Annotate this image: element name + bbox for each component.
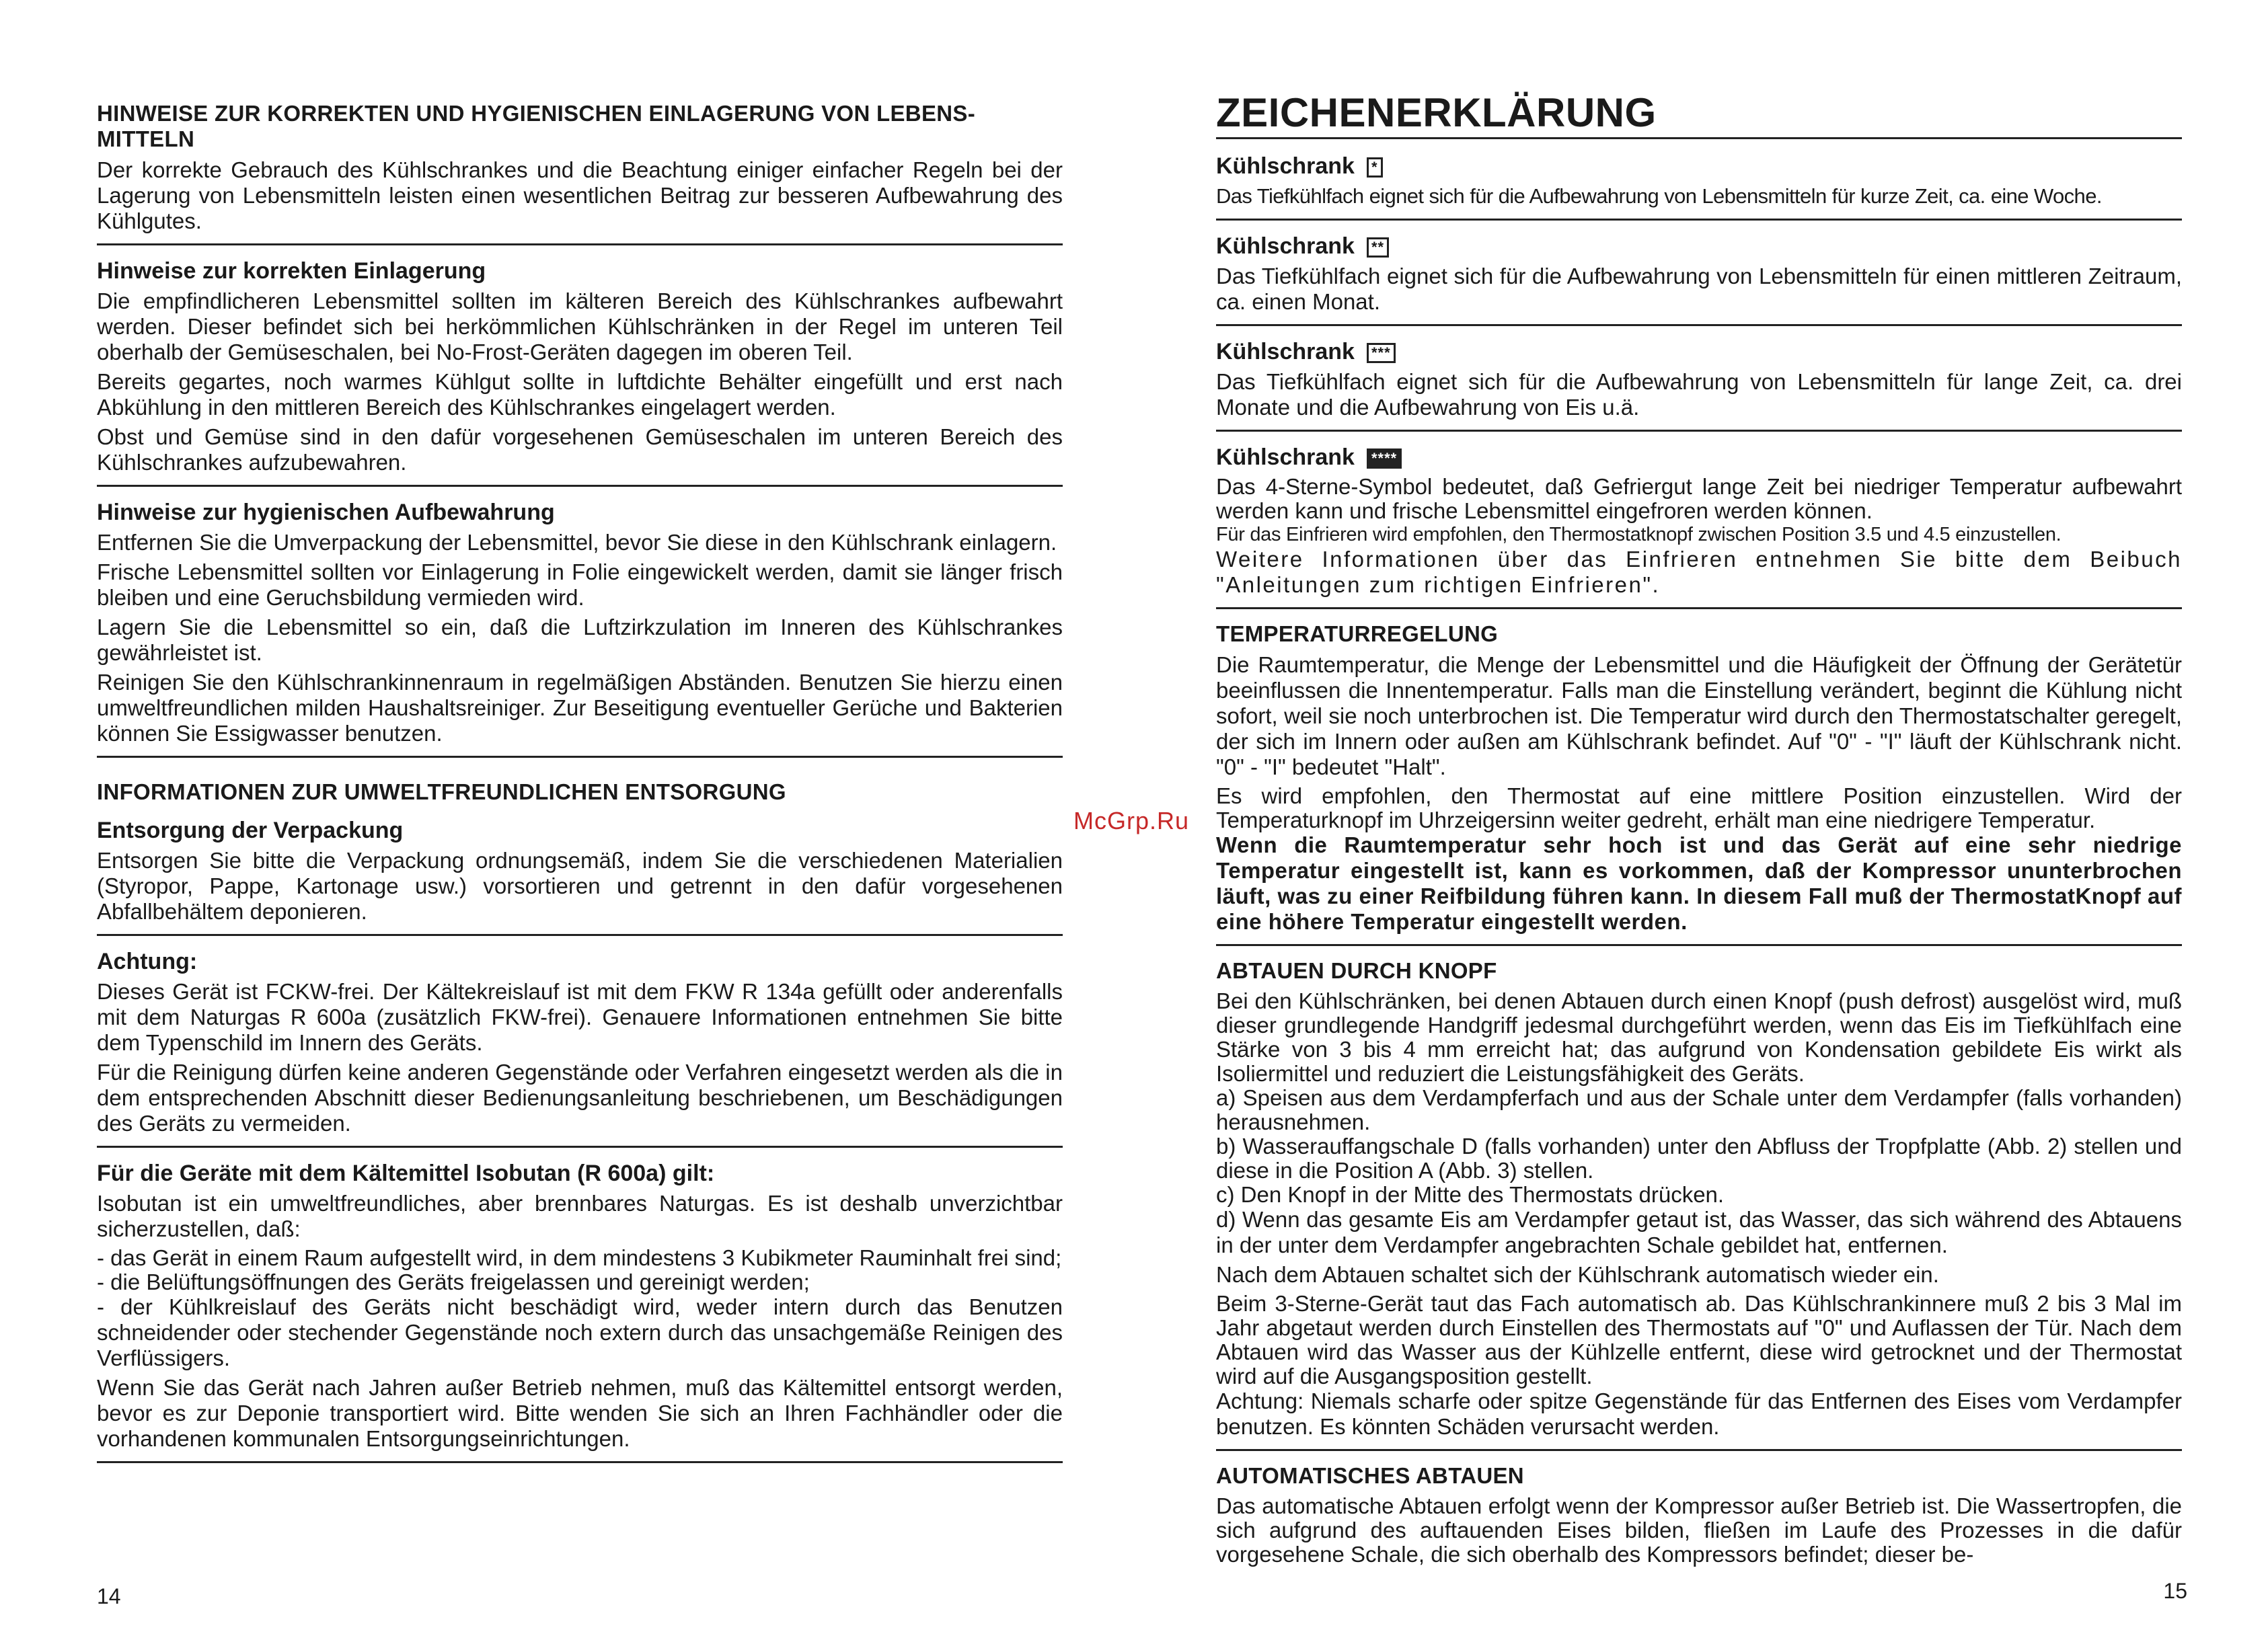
fridge-label: Kühlschrank **** [1216, 444, 2182, 471]
section-isobutane [97, 1160, 1063, 1463]
paragraph: Dieses Gerät ist FCKW-frei. Der Kältekreislauf ist mit dem FKW R 134a gefüllt oder anderenfalls mit dem Naturgas R 600a (zusätzlich FKW-frei). Genauere Informationen entnehmen Sie bitte dem Typenschild im Innern des Geräts. [97, 979, 1063, 1055]
paragraph: Das Tiefkühlfach eignet sich für die Aufbewahrung von Lebensmitteln für kurze Zeit, ca. eine Woche. [1216, 184, 2102, 208]
fridge-item-2star [1216, 233, 2182, 326]
star-rating-icon: **** [1367, 448, 1402, 469]
paragraph: c) Den Knopf in der Mitte des Thermostats drücken. [1216, 1182, 1725, 1207]
paragraph: Wenn Sie das Gerät nach Jahren außer Betrieb nehmen, muß das Kältemittel entsorgt werden, bevor es zur Deponie transportiert wird. Bitte wenden Sie sich an Ihren Fachhändler oder die vorhandenen kommunalen Entsorgungseinrichtungen. [97, 1375, 1063, 1451]
right-page [1134, 0, 2268, 1642]
section-heading: TEMPERATURREGELUNG [1216, 621, 1499, 646]
section-storage-hints [97, 101, 1063, 245]
paragraph: Für das Einfrieren wird empfohlen, den Thermostatknopf zwischen Position 3.5 und 4.5 einzustellen. [1216, 524, 2062, 545]
section-attention [97, 948, 1063, 1148]
section-heading: AUTOMATISCHES ABTAUEN [1216, 1463, 1524, 1488]
paragraph: Es wird empfohlen, den Thermostat auf eine mittlere Position einzustellen. Wird der Temperaturknopf im Uhrzeigersinn weiter gedreht, erhält man eine niedrigere Temperatur. [1216, 783, 2182, 832]
paragraph: a) Speisen aus dem Verdampferfach und aus der Schale unter dem Verdampfer (falls vorhanden) herausnehmen. [1216, 1085, 2182, 1134]
subheading: Hinweise zur hygienischen Aufbewahrung [97, 500, 555, 525]
paragraph: b) Wasserauffangschale D (falls vorhanden) unter den Abfluss der Tropfplatte (Abb. 2) stellen und diese in die Position A (Abb. 3) stellen. [1216, 1134, 2182, 1183]
paragraph: d) Wenn das gesamte Eis am Verdampfer getaut ist, das Wasser, das sich während des Abtauens in der unter dem Verdampfer angebrachten Schale gebildet hat, entfernen. [1216, 1207, 2182, 1257]
paragraph: Die Raumtemperatur, die Menge der Lebensmittel und die Häufigkeit der Öffnung der Gerätetür beeinflussen die Innentemperatur. Falls man die Einstellung verändert, beginnt die Kühlung nicht sofort, weil sie noch unterbrochen ist. Die Temperatur wird durch den Thermostatschalter geregelt, der sich im Innern oder außen am Kühlschrank befindet. Auf "0" - "I" läuft der Kühlschrank nicht. "0" - "I" bedeutet "Halt". [1216, 652, 2182, 779]
subheading: Entsorgung der Verpackung [97, 818, 404, 843]
fridge-item-1star [1216, 153, 2182, 221]
section-hygienic-storage [97, 499, 1063, 758]
page-number: 14 [97, 1584, 121, 1608]
paragraph: Die empfindlicheren Lebensmittel sollten im kälteren Bereich des Kühlschrankes aufbewahrt werden. Dieser befindet sich bei herkömmlichen Kühlschränken in der Regel im unteren Teil oberhalb der Gemüseschalen, bei No-Frost-Geräten dagegen im oberen Teil. [97, 288, 1063, 364]
page-title: ZEICHENERKLÄRUNG [1216, 90, 1657, 135]
paragraph: Weitere Informationen über das Einfrieren entnehmen Sie bitte dem Beibuch "Anleitungen zum richtigen Einfrieren". [1216, 547, 2182, 597]
fridge-item-4star [1216, 444, 2182, 609]
section-temperature [1216, 621, 2182, 946]
star-rating-icon: *** [1367, 343, 1396, 363]
left-column [97, 101, 1063, 1475]
paragraph: Entfernen Sie die Umverpackung der Lebensmittel, bevor Sie diese in den Kühlschrank einlagern. [97, 530, 1057, 555]
section-defrost-button [1216, 958, 2182, 1451]
paragraph: Nach dem Abtauen schaltet sich der Kühlschrank automatisch wieder ein. [1216, 1262, 1939, 1287]
paragraph: Obst und Gemüse sind in den dafür vorgesehenen Gemüseschalen im unteren Bereich des Kühlschrankes aufzubewahren. [97, 424, 1063, 475]
paragraph: Isobutan ist ein umweltfreundliches, aber brennbares Naturgas. Es ist deshalb unverzichtbar sicherzustellen, daß: [97, 1191, 1063, 1241]
paragraph: Frische Lebensmittel sollten vor Einlagerung in Folie eingewickelt werden, damit sie länger frisch bleiben und eine Geruchsbildung vermieden wird. [97, 559, 1063, 610]
page-number: 15 [2163, 1579, 2187, 1603]
fridge-label: Kühlschrank * [1216, 153, 2182, 180]
paragraph: Bei den Kühlschränken, bei denen Abtauen durch einen Knopf (push defrost) ausgelöst wird, muß dieser grundlegende Handgriff jedesmal durchgeführt werden, wenn das Eis im Tiefkühlfach eine Stärke von 3 bis 4 mm erreicht hat; das aufgrund von Kondensation gebildete Eis wirkt als Isoliermittel und reduziert die Leistungsfähigkeit des Geräts. [1216, 988, 2182, 1086]
fridge-label: Kühlschrank ** [1216, 233, 2182, 260]
paragraph: Lagern Sie die Lebensmittel so ein, daß die Luftzirkzulation im Inneren des Kühlschrankes gewährleistet ist. [97, 615, 1063, 665]
fridge-label: Kühlschrank *** [1216, 338, 2182, 365]
paragraph: Bereits gegartes, noch warmes Kühlgut sollte in luftdichte Behälter eingefüllt und erst nach Abkühlung in den mittleren Bereich des Kühlschrankes eingelagert werden. [97, 369, 1063, 420]
section-heading: HINWEISE ZUR KORREKTEN UND HYGIENISCHEN EINLAGERUNG VON LEBENS-MITTELN [97, 101, 975, 151]
paragraph: Das automatische Abtauen erfolgt wenn der Kompressor außer Betrieb ist. Die Wassertropfen, die sich aufgrund des auftauenden Eises bilden, fließen im Laufe des Prozesses in die dafür vorgesehene Schale, die sich oberhalb des Kompressors befindet; dieser be- [1216, 1493, 2182, 1567]
paragraph: Achtung: Niemals scharfe oder spitze Gegenstände für das Entfernen des Eises vom Verdampfer benutzen. Es könnten Schäden verursacht werden. [1216, 1389, 2182, 1439]
watermark: McGrp.Ru [1073, 807, 1190, 834]
fridge-item-3star [1216, 338, 2182, 432]
subheading: Hinweise zur korrekten Einlagerung [97, 258, 486, 284]
section-heading: INFORMATIONEN ZUR UMWELTFREUNDLICHEN ENTSORGUNG [97, 779, 786, 804]
paragraph: Das Tiefkühlfach eignet sich für die Aufbewahrung von Lebensmitteln für lange Zeit, ca. drei Monate und die Aufbewahrung von Eis u.ä. [1216, 369, 2182, 420]
right-column [1216, 91, 2182, 1584]
paragraph: Das Tiefkühlfach eignet sich für die Aufbewahrung von Lebensmitteln für einen mittleren Zeitraum, ca. einen Monat. [1216, 264, 2182, 314]
paragraph: Entsorgen Sie bitte die Verpackung ordnungsemäß, indem Sie die verschiedenen Materialien (Styropor, Pappe, Kartonage usw.) vorsortieren und getrennt in den dafür vorgesehenen Abfallbehältem deponieren. [97, 848, 1063, 924]
section-auto-defrost [1216, 1463, 2182, 1572]
section-disposal-packaging [97, 770, 1063, 936]
paragraph: Wenn die Raumtemperatur sehr hoch ist und das Gerät auf eine sehr niedrige Temperatur eingestellt ist, kann es vorkommen, daß der Kompressor ununterbrochen läuft, was zu einer Reifbildung führen kann. In diesem Fall muß der ThermostatKnopf auf eine höhere Temperatur eingestellt werden. [1216, 832, 2182, 934]
title-rule [1216, 137, 2182, 139]
paragraph: - die Belüftungsöffnungen des Geräts freigelassen und gereinigt werden; [97, 1269, 810, 1294]
paragraph: Der korrekte Gebrauch des Kühlschrankes und die Beachtung einiger einfacher Regeln bei der Lagerung von Lebensmitteln leisten einen wesentlichen Beitrag zur besseren Aufbewahrung des Kühlgutes. [97, 157, 1063, 233]
paragraph: - das Gerät in einem Raum aufgestellt wird, in dem mindestens 3 Kubikmeter Rauminhalt frei sind; [97, 1245, 1062, 1270]
section-heading: ABTAUEN DURCH KNOPF [1216, 958, 1497, 983]
paragraph: Das 4-Sterne-Symbol bedeutet, daß Gefriergut lange Zeit bei niedriger Temperatur aufbewahrt werden kann und frische Lebensmittel eingefroren werden können. [1216, 474, 2182, 523]
subheading: Für die Geräte mit dem Kältemittel Isobutan (R 600a) gilt: [97, 1161, 715, 1186]
paragraph: Für die Reinigung dürfen keine anderen Gegenstände oder Verfahren eingesetzt werden als die in dem entsprechenden Abschnitt dieser Bedienungsanleitung beschriebenen, um Beschädigungen des Geräts zu vermeiden. [97, 1060, 1063, 1136]
paragraph: - der Kühlkreislauf des Geräts nicht beschädigt wird, weder intern durch das Benutzen schneidender oder stechender Gegenstände noch extern durch das unsachgemäße Reinigen des Verflüssigers. [97, 1294, 1063, 1370]
paragraph: Beim 3-Sterne-Gerät taut das Fach automatisch ab. Das Kühlschrankinnere muß 2 bis 3 Mal im Jahr abgetaut werden durch Einstellen des Thermostats auf "0" und Auflassen der Tür. Nach dem Abtauen wird das Wasser aus der Kühlzelle entfernt, diese wird getrocknet und der Thermostat wird auf die Ausgangsposition gestellt. [1216, 1291, 2182, 1389]
subheading: Achtung: [97, 949, 198, 974]
star-rating-icon: ** [1367, 237, 1389, 258]
paragraph: Reinigen Sie den Kühlschrankinnenraum in regelmäßigen Abständen. Benutzen Sie hierzu einen umweltfreundlichen milden Haushaltsreiniger. Zur Beseitigung eventueller Gerüche und Bakterien können Sie Essigwasser benutzen. [97, 670, 1063, 746]
star-rating-icon: * [1367, 157, 1383, 178]
section-correct-storage [97, 258, 1063, 487]
